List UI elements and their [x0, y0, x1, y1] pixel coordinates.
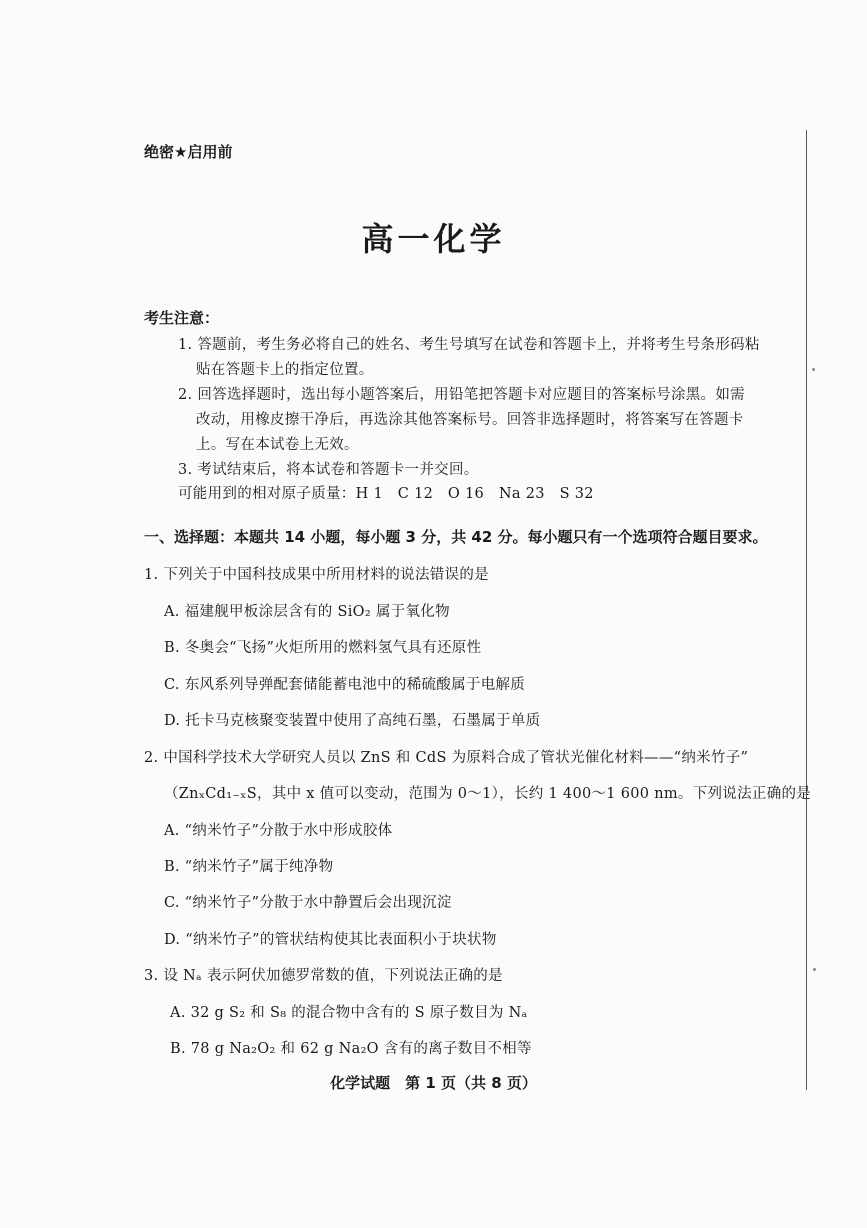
scan-speck — [812, 368, 815, 371]
scan-speck — [813, 968, 816, 971]
notice-line: 改动，用橡皮擦干净后，再选涂其他答案标号。回答非选择题时，将答案写在答题卡 — [196, 412, 744, 428]
question-stem: 2. 中国科学技术大学研究人员以 ZnS 和 CdS 为原料合成了管状光催化材料——“纳米竹子” — [144, 750, 749, 766]
page-footer: 化学试题 第 1 页（共 8 页） — [330, 1074, 537, 1092]
question-stem: 3. 设 Nₐ 表示阿伏加德罗常数的值，下列说法正确的是 — [144, 968, 503, 984]
option: B. “纳米竹子”属于纯净物 — [164, 859, 334, 875]
notice-line: 1. 答题前，考生务必将自己的姓名、考生号填写在试卷和答题卡上，并将考生号条形码粘 — [178, 337, 760, 353]
option: D. “纳米竹子”的管状结构使其比表面积小于块状物 — [164, 932, 497, 948]
binding-rule — [806, 130, 807, 1090]
notice-heading: 考生注意： — [144, 309, 220, 327]
page-title: 高一化学 — [361, 220, 506, 258]
notice-line: 2. 回答选择题时，选出每小题答案后，用铅笔把答题卡对应题目的答案标号涂黑。如需 — [178, 387, 745, 403]
option: D. 托卡马克核聚变装置中使用了高纯石墨，石墨属于单质 — [164, 713, 541, 729]
atomic-mass-line: 可能用到的相对原子质量：H 1 C 12 O 16 Na 23 S 32 — [178, 486, 594, 502]
section-heading: 一、选择题：本题共 14 小题，每小题 3 分，共 42 分。每小题只有一个选项符合题目要求。 — [144, 528, 768, 546]
option: B. 78 g Na₂O₂ 和 62 g Na₂O 含有的离子数目不相等 — [170, 1041, 532, 1057]
confidential-label: 绝密★启用前 — [144, 143, 233, 161]
option: C. 东风系列导弹配套储能蓄电池中的稀硫酸属于电解质 — [164, 677, 526, 693]
notice-line: 上。写在本试卷上无效。 — [196, 437, 359, 453]
option: A. “纳米竹子”分散于水中形成胶体 — [164, 823, 393, 839]
option: A. 32 g S₂ 和 S₈ 的混合物中含有的 S 原子数目为 Nₐ — [170, 1005, 528, 1021]
notice-line: 3. 考试结束后，将本试卷和答题卡一并交回。 — [178, 462, 479, 478]
question-stem-cont: （ZnₓCd₁₋ₓS，其中 x 值可以变动，范围为 0～1），长约 1 400～1 600 nm。下列说法正确的是 — [164, 786, 812, 802]
notice-line: 贴在答题卡上的指定位置。 — [196, 362, 374, 378]
option: A. 福建舰甲板涂层含有的 SiO₂ 属于氧化物 — [164, 604, 450, 620]
question-stem: 1. 下列关于中国科技成果中所用材料的说法错误的是 — [144, 567, 489, 583]
option: C. “纳米竹子”分散于水中静置后会出现沉淀 — [164, 895, 452, 911]
option: B. 冬奥会“飞扬”火炬所用的燃料氢气具有还原性 — [164, 640, 482, 656]
